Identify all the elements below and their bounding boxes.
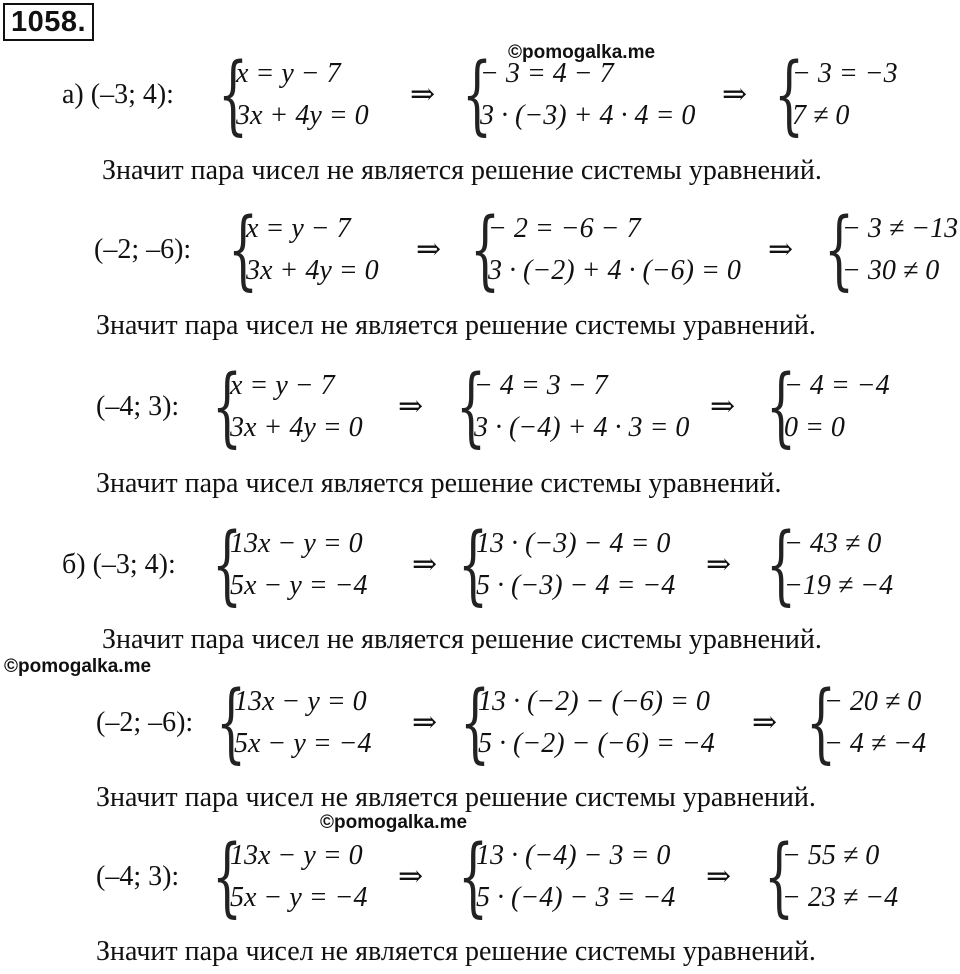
pair-label: (–4; 3): bbox=[96, 861, 180, 892]
equation-line: 3 · (−2) + 4 · (−6) = 0 bbox=[488, 255, 741, 286]
watermark: ©pomogalka.me bbox=[508, 42, 656, 63]
conclusion-text: Значит пара чисел не является решение системы уравнений. bbox=[96, 310, 816, 341]
substituted-system bbox=[474, 365, 689, 449]
equation-line: 5x − y = −4 bbox=[234, 728, 372, 759]
result-system bbox=[842, 208, 958, 292]
equation-line: 3 · (−3) + 4 · 4 = 0 bbox=[480, 100, 696, 131]
system-brace: { bbox=[228, 200, 259, 300]
equation-system bbox=[234, 681, 372, 765]
equation-line: − 4 = −4 bbox=[784, 370, 890, 401]
system-brace: { bbox=[774, 45, 805, 145]
implies-arrow: ⇒ bbox=[768, 233, 794, 266]
equation-line: 5 · (−3) − 4 = −4 bbox=[476, 570, 676, 601]
result-system bbox=[784, 523, 893, 607]
system-brace: { bbox=[458, 515, 489, 615]
problem-number: 1058. bbox=[3, 3, 94, 41]
implies-arrow: ⇒ bbox=[398, 860, 424, 893]
system-brace: { bbox=[766, 515, 797, 615]
result-system bbox=[792, 53, 898, 137]
implies-arrow: ⇒ bbox=[722, 78, 748, 111]
equation-line: 3x + 4y = 0 bbox=[230, 412, 363, 443]
equation-line: 13x − y = 0 bbox=[234, 686, 367, 717]
pair-label: (–2; –6): bbox=[94, 234, 192, 265]
system-brace: { bbox=[456, 357, 487, 457]
substituted-system bbox=[480, 53, 695, 137]
conclusion-text: Значит пара чисел не является решение системы уравнений. bbox=[102, 624, 822, 655]
equation-line: 5 · (−2) − (−6) = −4 bbox=[478, 728, 715, 759]
system-brace: { bbox=[216, 673, 247, 773]
watermark: ©pomogalka.me bbox=[320, 812, 468, 833]
equation-line: −19 ≠ −4 bbox=[784, 570, 894, 601]
result-system bbox=[784, 365, 890, 449]
equation-line: 3x + 4y = 0 bbox=[246, 255, 379, 286]
equation-line: 0 = 0 bbox=[784, 412, 845, 443]
pair-label: б) (–3; 4): bbox=[62, 549, 176, 580]
equation-system bbox=[230, 523, 368, 607]
system-brace: { bbox=[764, 827, 795, 927]
pair-label: (–2; –6): bbox=[96, 707, 194, 738]
equation-system bbox=[236, 53, 369, 137]
equation-line: − 3 ≠ −13 bbox=[842, 213, 959, 244]
equation-line: 5x − y = −4 bbox=[230, 882, 368, 913]
equation-line: − 4 ≠ −4 bbox=[824, 728, 927, 759]
system-brace: { bbox=[806, 673, 837, 773]
equation-line: − 2 = −6 − 7 bbox=[488, 213, 641, 244]
system-brace: { bbox=[212, 827, 243, 927]
implies-arrow: ⇒ bbox=[752, 706, 778, 739]
equation-line: − 23 ≠ −4 bbox=[782, 882, 899, 913]
implies-arrow: ⇒ bbox=[706, 860, 732, 893]
system-brace: { bbox=[458, 827, 489, 927]
substituted-system bbox=[488, 208, 741, 292]
pair-label: (–4; 3): bbox=[96, 391, 180, 422]
equation-line: x = y − 7 bbox=[236, 58, 341, 89]
system-brace: { bbox=[218, 45, 249, 145]
substituted-system bbox=[476, 835, 675, 919]
equation-line: x = y − 7 bbox=[230, 370, 335, 401]
system-brace: { bbox=[766, 357, 797, 457]
system-brace: { bbox=[824, 200, 855, 300]
implies-arrow: ⇒ bbox=[398, 390, 424, 423]
pair-label: а) (–3; 4): bbox=[62, 79, 174, 110]
equation-line: 13x − y = 0 bbox=[230, 528, 363, 559]
system-brace: { bbox=[212, 357, 243, 457]
system-brace: { bbox=[470, 200, 501, 300]
substituted-system bbox=[476, 523, 675, 607]
conclusion-text: Значит пара чисел не является решение системы уравнений. bbox=[96, 782, 816, 813]
system-brace: { bbox=[460, 673, 491, 773]
implies-arrow: ⇒ bbox=[416, 233, 442, 266]
implies-arrow: ⇒ bbox=[410, 78, 436, 111]
equation-line: x = y − 7 bbox=[246, 213, 351, 244]
equation-line: − 3 = 4 − 7 bbox=[480, 58, 614, 89]
substituted-system bbox=[478, 681, 715, 765]
equation-line: 13x − y = 0 bbox=[230, 840, 363, 871]
equation-line: 13 · (−3) − 4 = 0 bbox=[476, 528, 671, 559]
equation-line: 13 · (−2) − (−6) = 0 bbox=[478, 686, 710, 717]
equation-line: 7 ≠ 0 bbox=[792, 100, 850, 131]
implies-arrow: ⇒ bbox=[412, 706, 438, 739]
equation-line: 5 · (−4) − 3 = −4 bbox=[476, 882, 676, 913]
equation-line: − 4 = 3 − 7 bbox=[474, 370, 608, 401]
equation-line: − 30 ≠ 0 bbox=[842, 255, 940, 286]
result-system bbox=[824, 681, 926, 765]
conclusion-text: Значит пара чисел является решение системы уравнений. bbox=[96, 468, 782, 499]
watermark: ©pomogalka.me bbox=[4, 656, 152, 677]
equation-system bbox=[230, 835, 368, 919]
equation-line: 13 · (−4) − 3 = 0 bbox=[476, 840, 671, 871]
equation-line: − 3 = −3 bbox=[792, 58, 898, 89]
equation-system bbox=[246, 208, 379, 292]
equation-line: − 55 ≠ 0 bbox=[782, 840, 880, 871]
equation-line: − 20 ≠ 0 bbox=[824, 686, 922, 717]
system-brace: { bbox=[462, 45, 493, 145]
equation-system bbox=[230, 365, 363, 449]
conclusion-text: Значит пара чисел не является решение системы уравнений. bbox=[102, 155, 822, 186]
equation-line: 3x + 4y = 0 bbox=[236, 100, 369, 131]
implies-arrow: ⇒ bbox=[412, 548, 438, 581]
implies-arrow: ⇒ bbox=[706, 548, 732, 581]
conclusion-text: Значит пара чисел не является решение системы уравнений. bbox=[96, 936, 816, 967]
equation-line: 5x − y = −4 bbox=[230, 570, 368, 601]
result-system bbox=[782, 835, 898, 919]
system-brace: { bbox=[212, 515, 243, 615]
equation-line: 3 · (−4) + 4 · 3 = 0 bbox=[474, 412, 690, 443]
implies-arrow: ⇒ bbox=[710, 390, 736, 423]
equation-line: − 43 ≠ 0 bbox=[784, 528, 882, 559]
